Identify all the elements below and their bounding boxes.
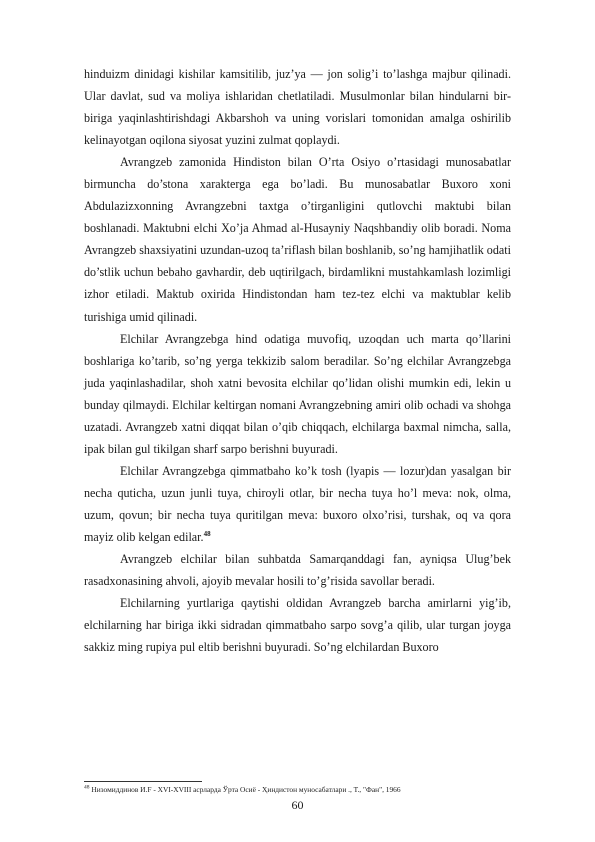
paragraph-5: Avrangzeb elchilar bilan suhbatda Samarqanddagi fan, ayniqsa Ulug’bek rasadxonasining ahvoli, ajoyib mevalar hosili to’g’risida savollar beradi.	[84, 552, 511, 589]
footnote	[84, 785, 524, 795]
paragraph-3: Elchilar Avrangzebga hind odatiga muvofiq, uzoqdan uch marta qo’llarini boshlariga ko’tarib, so’ng yerga tekkizib salom beradilar. So’ng elchilar Avrangzebga juda yaqinlashadilar, shoh xatni bevosita elchilar qo’lidan olishi mumkin edi, lekin u bunday qilmaydi. Elchilar keltirgan nomani Avrangzebning amiri olib ochadi va shohga uzatadi. Avrangzeb xatni diqqat bilan o’qib chiqqach, elchilarga baxmal nimcha, salla, ipak bilan gul tikilgan sharf sarpo berishni buyuradi.	[84, 331, 511, 456]
footnote-reference[interactable]: 48	[203, 529, 211, 538]
paragraph-1: hinduizm dinidagi kishilar kamsitilib, juz’ya — jon solig’i to’lashga majbur qilinadi. Ular davlat, sud va moliya ishlaridan chetlatiladi. Musulmonlar bilan hindularni bir-biriga yaqinlashtirishdagi Akbarshoh va uning vorislari tomonidan amalga oshirilib kelinayotgan oqilona siyosat yuzini zulmat qoplaydi.	[84, 67, 511, 148]
paragraph-6: Elchilarning yurtlariga qaytishi oldidan Avrangzeb barcha amirlarni yig’ib, elchilarning har biriga ikki sidradan qimmatbaho sarpo sovg’a qilib, ular turgan joyga sakkiz ming rupiya pul eltib berishni buyuradi. So’ng elchilardan Buxoro	[84, 596, 511, 655]
body-text	[84, 63, 511, 658]
footnote-divider	[84, 781, 202, 782]
paragraph-4-text: Elchilar Avrangzebga qimmatbaho ko’k tosh (lyapis — lozur)dan yasalgan bir necha quticha, uzun junli tuya, chiroyli otlar, bir necha tuya ho’l meva: nok, olma, uzum, qovun; bir necha tuya quritilgan meva: buxoro olxo’risi, turshak, oq va qora mayiz olib kelgan edilar.	[84, 463, 511, 544]
page-number: 60	[291, 798, 304, 812]
footnote-text: Низомиддинов И.F - XVI-XVIII асрларда Ўрта Осиё - Ҳиндистон муносабатлари ., Т., "Фан", 1966	[91, 785, 401, 794]
paragraph-2: Avrangzeb zamonida Hindiston bilan O’rta Osiyo o’rtasidagi munosabatlar birmuncha do’stona xarakterga ega bo’ladi. Bu munosabatlar Buxoro xoni Abdulazizxonning Avrangzebni taxtga o’tirganligini qutlovchi maktubi bilan boshlanadi. Maktubni elchi Xo’ja Ahmad al-Husayniy Naqshbandiy olib boradi. Noma Avrangzeb shaxsiyatini uzundan-uzoq ta’riflash bilan boshlanib, so’ng hamjihatlik odati do’stlik uchun bebaho gavhardir, deb uqtirilgach, birdamlikni mustahkamlash lozimligi izhor etiladi. Maktub oxirida Hindistondan ham tez-tez elchi va maktublar kelib turishiga umid qilinadi.	[84, 155, 511, 324]
footnote-number: 48	[84, 784, 90, 791]
paragraph-4	[84, 460, 511, 548]
